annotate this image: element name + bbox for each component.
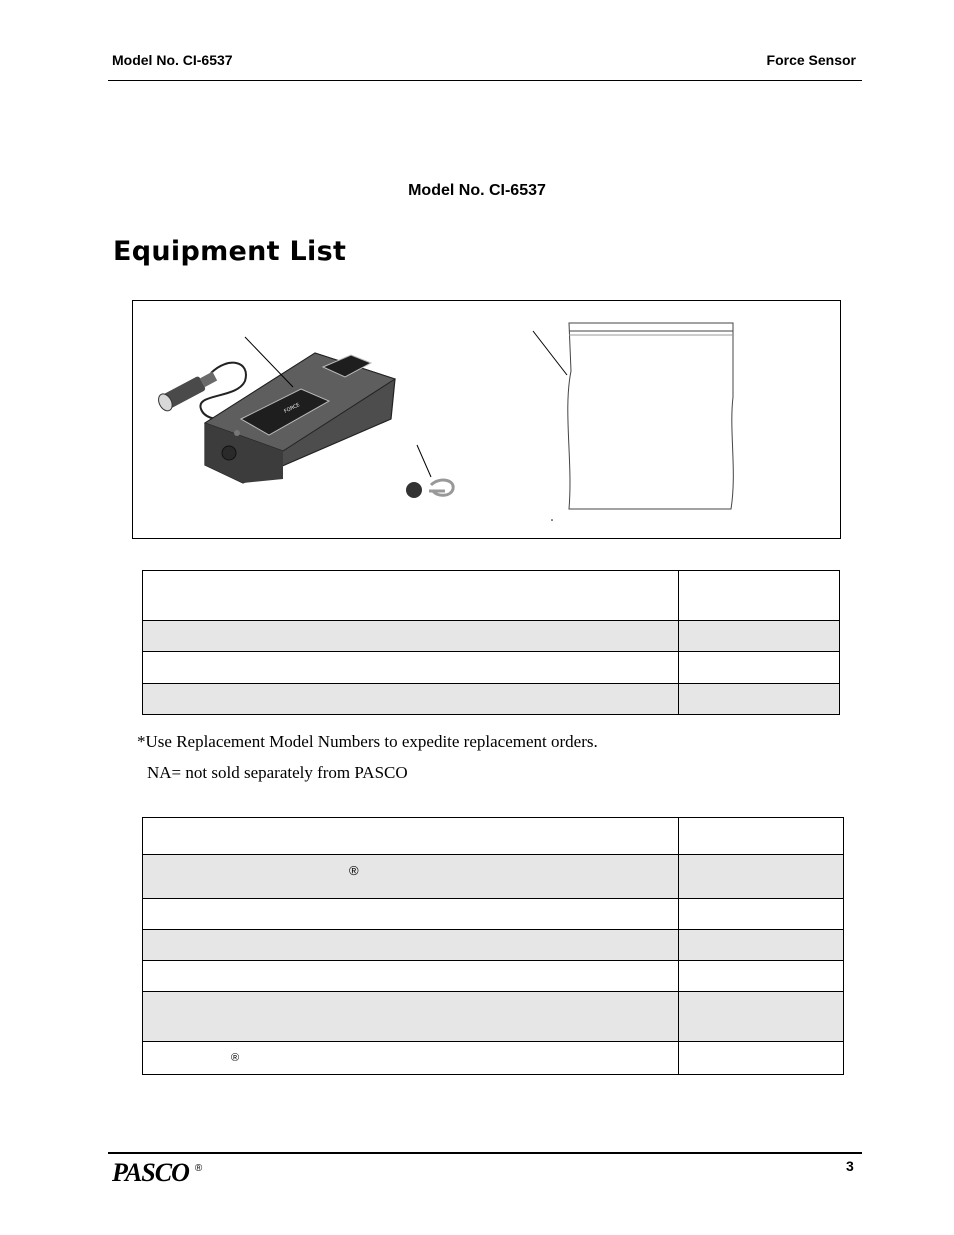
svg-text:FORCE: FORCE [283,402,301,415]
pasco-logo [112,1158,203,1187]
force-sensor-icon [156,353,395,483]
table-cell [679,652,840,684]
logo-registered: ® [194,1163,203,1174]
table-row [143,930,844,961]
table-cell [143,961,679,992]
table-cell [143,899,679,930]
header-rule [108,80,862,81]
table-row [143,899,844,930]
table-cell [679,818,844,855]
table-cell [679,1042,844,1075]
callout-hook [417,445,431,477]
footer-rule [108,1152,862,1154]
table-row [143,961,844,992]
table-cell [143,1042,679,1075]
table-row [143,818,844,855]
table-cell [679,992,844,1042]
table-row [143,1042,844,1075]
header-model: Model No. CI-6537 [112,52,233,68]
section-title: Equipment List [113,236,347,267]
table-row [143,621,840,652]
callout-bag [533,331,567,375]
table-cell [143,930,679,961]
logo-wordmark: PASCO [112,1158,189,1187]
accessories-table [142,817,844,1075]
table-cell [143,621,679,652]
equipment-table [142,570,840,715]
thumbscrew-hook-icon [406,480,453,498]
table-cell [679,930,844,961]
storage-bag-icon [568,323,734,509]
registered-mark: ® [349,863,359,878]
equipment-figure [132,300,841,539]
registered-mark: ® [231,1052,240,1064]
table-cell [679,961,844,992]
table-row [143,992,844,1042]
na-note: NA= not sold separately from PASCO [147,763,408,782]
table-cell [679,571,840,621]
table-cell [143,992,679,1042]
table-cell [143,684,679,715]
table-cell [143,652,679,684]
page-number: 3 [846,1158,854,1174]
table-row [143,684,840,715]
table-cell [679,684,840,715]
table-cell [679,899,844,930]
table-cell [143,818,679,855]
table-cell [143,855,679,899]
table-row [143,855,844,899]
equipment-illustration [133,301,840,538]
table-row [143,652,840,684]
model-subtitle: Model No. CI-6537 [408,182,546,199]
table-cell [679,621,840,652]
header-product: Force Sensor [766,52,856,68]
table-cell [143,571,679,621]
table-row [143,571,840,621]
table-cell [679,855,844,899]
replacement-note: *Use Replacement Model Numbers to expedite replacement orders. [137,732,598,751]
callout-sensor [245,337,293,387]
